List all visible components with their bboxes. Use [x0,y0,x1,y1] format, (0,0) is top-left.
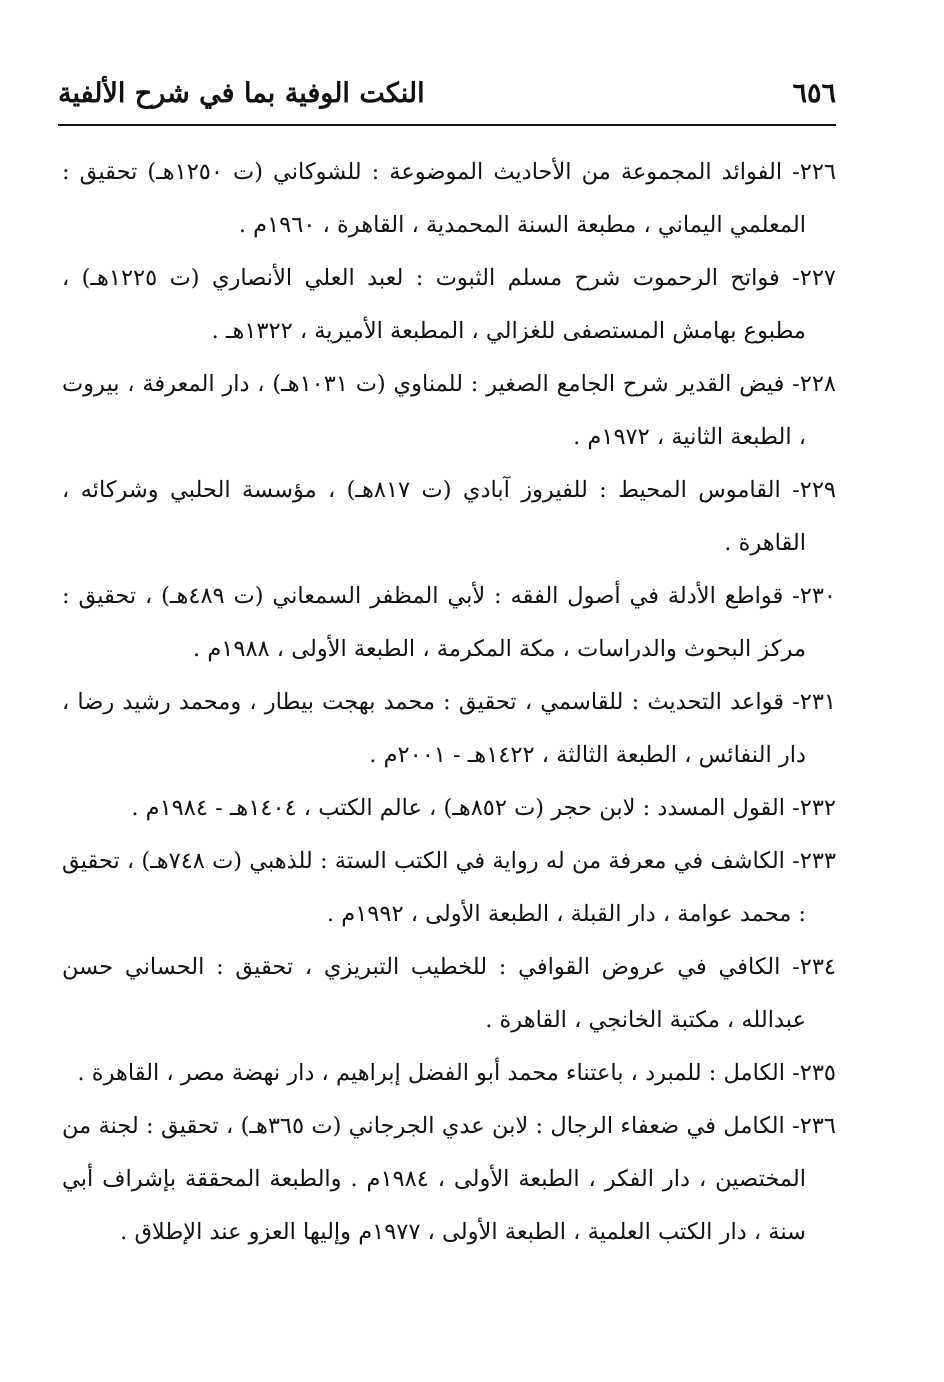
running-title: النكت الوفية بما في شرح الألفية [58,78,425,109]
header-divider [58,124,836,126]
page-number: ٦٥٦ [792,78,836,109]
bibliography-entry: ٢٣٢- القول المسدد : لابن حجر (ت ٨٥٢هـ) ، عالم الكتب ، ١٤٠٤هـ - ١٩٨٤م . [131,795,836,821]
bibliography-list [62,146,836,1259]
bibliography-entry: ٢٣٠- قواطع الأدلة في أصول الفقه : لأبي المظفر السمعاني (ت ٤٨٩هـ) ، تحقيق : مركز البحوث والدراسات ، مكة المكرمة ، الطبعة الأولى ، ١٩٨٨م . [62,583,836,662]
bibliography-entry: ٢٣١- قواعد التحديث : للقاسمي ، تحقيق : محمد بهجت بيطار ، ومحمد رشيد رضا ، دار النفائس ، الطبعة الثالثة ، ١٤٢٢هـ - ٢٠٠١م . [62,689,836,768]
bibliography-entry: ٢٣٤- الكافي في عروض القوافي : للخطيب التبريزي ، تحقيق : الحساني حسن عبدالله ، مكتبة الخانجي ، القاهرة . [62,954,836,1033]
bibliography-entry: ٢٣٣- الكاشف في معرفة من له رواية في الكتب الستة : للذهبي (ت ٧٤٨هـ) ، تحقيق : محمد عوامة ، دار القبلة ، الطبعة الأولى ، ١٩٩٢م . [62,848,836,927]
bibliography-entry: ٢٢٨- فيض القدير شرح الجامع الصغير : للمناوي (ت ١٠٣١هـ) ، دار المعرفة ، بيروت ، الطبعة الثانية ، ١٩٧٢م . [62,371,837,450]
bibliography-entry: ٢٣٥- الكامل : للمبرد ، باعتناء محمد أبو الفضل إبراهيم ، دار نهضة مصر ، القاهرة . [77,1060,836,1086]
bibliography-entry: ٢٣٦- الكامل في ضعفاء الرجال : لابن عدي الجرجاني (ت ٣٦٥هـ) ، تحقيق : لجنة من المختصين ، دار الفكر ، الطبعة الأولى ، ١٩٨٤م . والطبعة المحققة بإشراف أبي سنة ، دار الكتب العلمية ، الطبعة الأولى ، ١٩٧٧م وإليها العزو عند الإطلاق . [62,1113,836,1245]
running-header [58,74,836,118]
bibliography-entry: ٢٢٧- فواتح الرحموت شرح مسلم الثبوت : لعبد العلي الأنصاري (ت ١٢٢٥هـ) ، مطبوع بهامش المستصفى للغزالي ، المطبعة الأميرية ، ١٣٢٢هـ . [62,265,837,344]
bibliography-entry: ٢٢٩- القاموس المحيط : للفيروز آبادي (ت ٨١٧هـ) ، مؤسسة الحلبي وشركائه ، القاهرة . [62,477,836,556]
bibliography-entry: ٢٢٦- الفوائد المجموعة من الأحاديث الموضوعة : للشوكاني (ت ١٢٥٠هـ) تحقيق : المعلمي اليماني ، مطبعة السنة المحمدية ، القاهرة ، ١٩٦٠م . [62,159,836,238]
